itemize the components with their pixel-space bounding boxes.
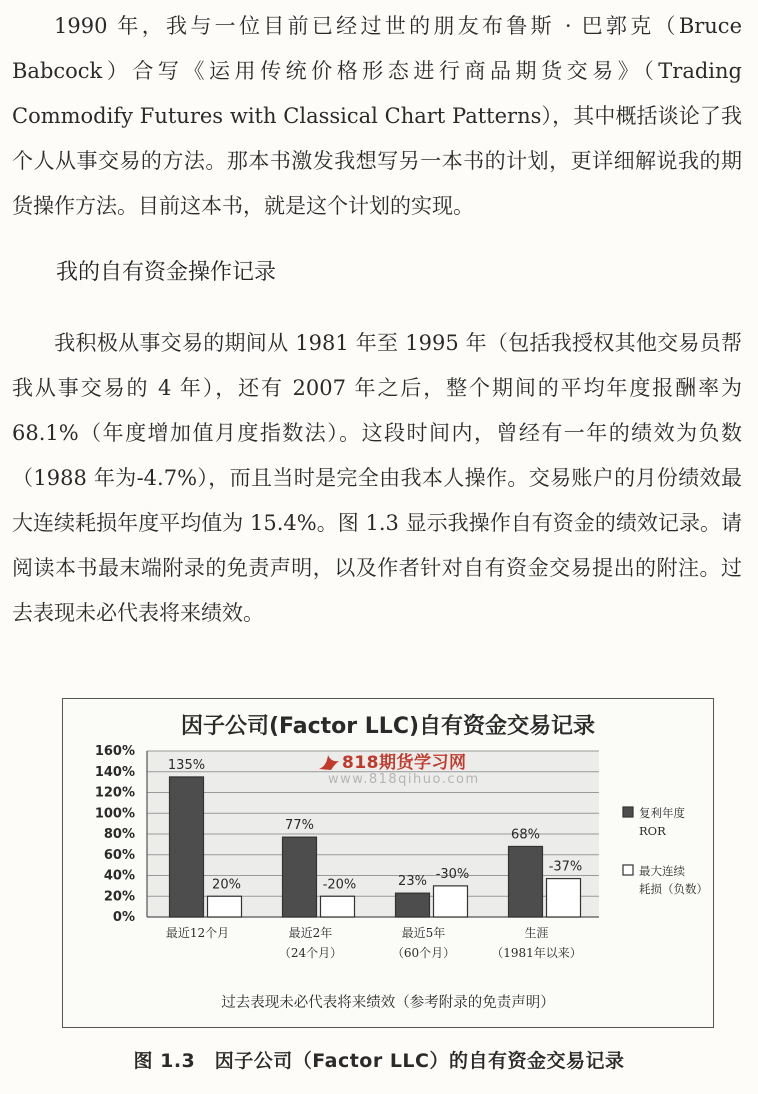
x-tick-label: 生涯 bbox=[524, 926, 549, 940]
paragraph-record bbox=[12, 321, 742, 636]
legend-label: 最大连续 bbox=[639, 864, 685, 878]
legend-label: 耗损（负数） bbox=[639, 882, 708, 896]
bar-drawdown bbox=[547, 879, 581, 917]
y-tick-label: 120% bbox=[94, 785, 135, 801]
figure-caption: 图 1.3 因子公司（Factor LLC）的自有资金交易记录 bbox=[133, 1050, 625, 1072]
y-tick-label: 140% bbox=[94, 764, 135, 780]
x-tick-label-sub: （1981年以来） bbox=[491, 946, 582, 960]
x-tick-label: 最近12个月 bbox=[165, 926, 230, 940]
y-tick-label: 80% bbox=[103, 827, 135, 842]
y-tick-label: 160% bbox=[94, 744, 135, 759]
x-tick-label-sub: （60个月） bbox=[391, 946, 456, 960]
watermark-brand: 818期货学习网 bbox=[342, 753, 467, 773]
bar-drawdown bbox=[208, 896, 242, 917]
bar-ror bbox=[170, 777, 204, 917]
y-tick-label: 100% bbox=[94, 806, 135, 822]
flame-logo-icon bbox=[318, 753, 340, 771]
bar-ror bbox=[509, 846, 543, 917]
data-label: 68% bbox=[511, 827, 540, 843]
y-tick-label: 60% bbox=[103, 847, 135, 863]
data-label: 77% bbox=[285, 818, 314, 834]
watermark-url: www.818qihuo.com bbox=[328, 772, 480, 787]
section-heading: 我的自有资金操作记录 bbox=[56, 260, 277, 285]
legend-swatch bbox=[623, 865, 633, 875]
paragraph-intro-text: 1990 年，我与一位目前已经过世的朋友布鲁斯 · 巴郭克（Bruce Babcock）合写《运用传统价格形态进行商品期货交易》（Trading Commodify Futures with Classical Chart Patterns），其中概括谈论了我个人从事交易的方法。那本书激发我想写另一本书的计划，更详细解说我的期货操作方法。目前这本书，就是这个计划的实现。 bbox=[12, 14, 742, 218]
legend-label: ROR bbox=[639, 824, 666, 838]
x-tick-label-sub: （24个月） bbox=[278, 946, 343, 960]
chart-note: 过去表现未必代表将来绩效（参考附录的免责声明） bbox=[221, 995, 555, 1011]
paragraph-record-text: 我积极从事交易的期间从 1981 年至 1995 年（包括我授权其他交易员帮我从事交易的 4 年），还有 2007 年之后，整个期间的平均年度报酬率为 68.1%（年度增加值月度指数法）。这段时间内，曾经有一年的绩效为负数（1988 年为-4.7%），而且当时是完全由我本人操作。交易账户的月份绩效最大连续耗损年度平均值为 15.4%。图 1.3 显示我操作自有资金的绩效记录。请阅读本书最末端附录的免责声明，以及作者针对自有资金交易提出的附注。过去表现未必代表将来绩效。 bbox=[12, 331, 742, 625]
watermark bbox=[318, 748, 480, 787]
paragraph-intro bbox=[12, 4, 742, 229]
bar-drawdown bbox=[434, 886, 468, 917]
data-label: -30% bbox=[435, 866, 470, 882]
y-tick-label: 20% bbox=[103, 889, 135, 905]
legend-swatch bbox=[623, 807, 633, 817]
y-tick-label: 40% bbox=[103, 868, 135, 884]
bar-ror bbox=[283, 837, 317, 917]
data-label: -20% bbox=[322, 877, 357, 893]
y-tick-label: 0% bbox=[112, 910, 135, 925]
data-label: 20% bbox=[212, 877, 241, 893]
chart-title: 因子公司(Factor LLC)自有资金交易记录 bbox=[180, 714, 596, 739]
bar-drawdown bbox=[321, 896, 355, 917]
bar-ror bbox=[396, 893, 430, 917]
data-label: 23% bbox=[398, 874, 427, 890]
data-label: 135% bbox=[167, 757, 206, 773]
x-tick-label: 最近5年 bbox=[401, 926, 446, 940]
legend-label: 复利年度 bbox=[639, 806, 685, 820]
x-tick-label: 最近2年 bbox=[288, 926, 333, 940]
data-label: -37% bbox=[548, 859, 583, 875]
